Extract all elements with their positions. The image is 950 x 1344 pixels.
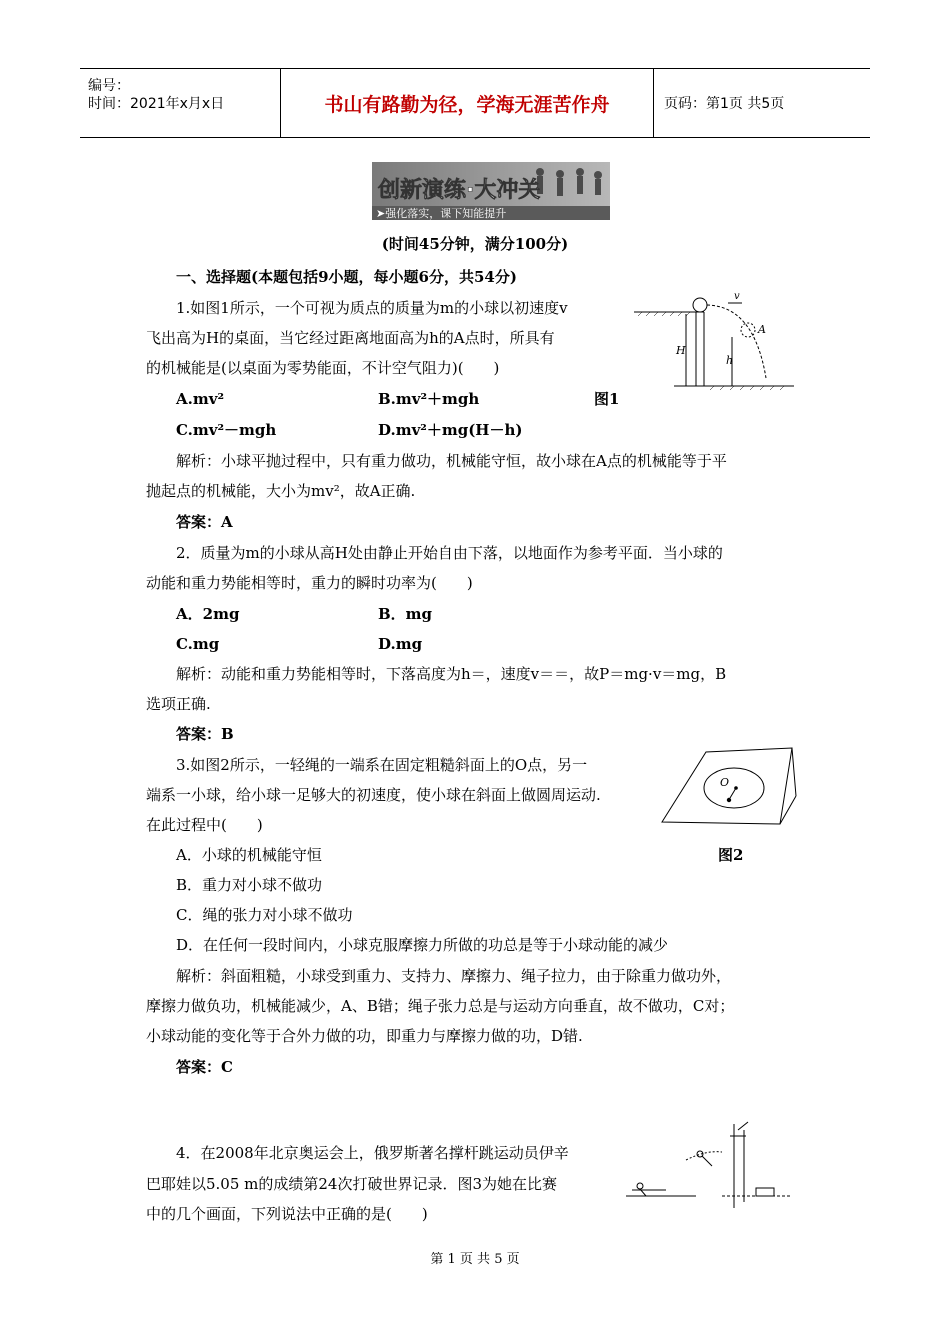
q1-figure-label: 图1 <box>594 390 620 408</box>
q2-option-c: C.mg <box>176 635 220 653</box>
figure-2-diagram <box>660 746 798 828</box>
q1-option-c: C.mv²－mgh <box>176 421 277 439</box>
q1-option-a: A.mv² <box>176 390 225 408</box>
q3-explanation-1: 解析：斜面粗糙，小球受到重力、支持力、摩擦力、绳子拉力，由于除重力做功外， <box>176 967 732 985</box>
q2-line2: 动能和重力势能相等时，重力的瞬时功率为( ) <box>146 574 473 592</box>
q1-option-d: D.mv²＋mg(H－h) <box>378 421 523 439</box>
q2-explanation-1: 解析：动能和重力势能相等时，下落高度为h＝，速度v＝＝，故P＝mg·v＝mg，B <box>176 665 727 683</box>
figure-1-diagram <box>634 290 800 396</box>
q3-line2: 端系一小球，给小球一足够大的初速度，使小球在斜面上做圆周运动. <box>146 786 601 804</box>
q1-answer: 答案：A <box>176 513 233 531</box>
q2-answer: 答案：B <box>176 725 234 743</box>
fig2-ball <box>727 798 731 802</box>
fig1-big-h-label: H <box>676 344 686 357</box>
q4-line1: 4．在2008年北京奥运会上，俄罗斯著名撑杆跳运动员伊辛 <box>176 1144 569 1162</box>
q3-option-c: C．绳的张力对小球不做功 <box>176 906 353 924</box>
q1-line2: 飞出高为H的桌面，当它经过距离地面高为h的A点时，所具有 <box>146 329 555 347</box>
section-heading: 一、选择题(本题包括9小题，每小题6分，共54分) <box>176 268 517 286</box>
section-banner <box>372 162 610 220</box>
q3-line3: 在此过程中( ) <box>146 816 263 834</box>
time-label: 时间：2021年x月x日 <box>88 96 225 112</box>
q3-explanation-2: 摩擦力做负功，机械能减少，A、B错；绳子张力总是与运动方向垂直，故不做功，C对； <box>146 997 735 1015</box>
q3-option-d: D．在任何一段时间内，小球克服摩擦力所做的功总是等于小球动能的减少 <box>176 936 669 954</box>
time-limit: (时间45分钟，满分100分) <box>381 235 569 253</box>
q2-line1: 2．质量为m的小球从高H处由静止开始自由下落，以地面作为参考平面．当小球的 <box>176 544 723 562</box>
q1-explanation-1: 解析：小球平抛过程中，只有重力做功，机械能守恒，故小球在A点的机械能等于平 <box>176 452 727 470</box>
q2-option-d: D.mg <box>378 635 423 653</box>
q2-option-b: B．mg <box>378 605 433 623</box>
header-page-info: 页码：第1页 共5页 <box>664 96 785 112</box>
q3-line1: 3.如图2所示，一轻绳的一端系在固定粗糙斜面上的O点，另一 <box>176 756 588 774</box>
q4-line3: 中的几个画面，下列说法中正确的是( ) <box>146 1205 428 1223</box>
number-label: 编号： <box>88 78 130 94</box>
q3-explanation-3: 小球动能的变化等于合外力做的功，即重力与摩擦力做的功，D错. <box>146 1027 583 1045</box>
q2-option-a: A．2mg <box>176 605 240 623</box>
fig1-a-label: A <box>758 323 766 336</box>
header-meta <box>80 69 281 137</box>
fig2-pivot-point <box>734 786 738 790</box>
header-motto: 书山有路勤为径，学海无涯苦作舟 <box>281 69 654 137</box>
q3-answer: 答案：C <box>176 1058 233 1076</box>
fig2-o-label: O <box>720 776 730 789</box>
page-header <box>80 68 870 138</box>
page-footer: 第 1 页 共 5 页 <box>430 1252 520 1267</box>
banner-subtitle: ➤强化落实，课下知能提升 <box>376 207 507 220</box>
q4-line2: 巴耶娃以5.05 m的成绩第24次打破世界记录．图3为她在比赛 <box>146 1175 558 1193</box>
q1-line1: 1.如图1所示，一个可视为质点的质量为m的小球以初速度v <box>176 299 568 317</box>
q1-line3: 的机械能是(以桌面为零势能面，不计空气阻力)( ) <box>146 359 500 377</box>
fig1-v-label: v <box>734 291 740 302</box>
q3-option-b: B．重力对小球不做功 <box>176 876 323 894</box>
q2-explanation-2: 选项正确. <box>146 695 211 713</box>
figure-3-diagram <box>626 1120 792 1212</box>
q3-figure-label: 图2 <box>718 846 744 864</box>
q1-option-b: B.mv²＋mgh <box>378 390 480 408</box>
q1-explanation-2: 抛起点的机械能，大小为mv²，故A正确. <box>146 482 416 500</box>
fig1-small-h-label: h <box>726 354 734 367</box>
banner-title: 创新演练·大冲关 <box>378 178 541 203</box>
q3-option-a: A．小球的机械能守恒 <box>176 846 322 864</box>
